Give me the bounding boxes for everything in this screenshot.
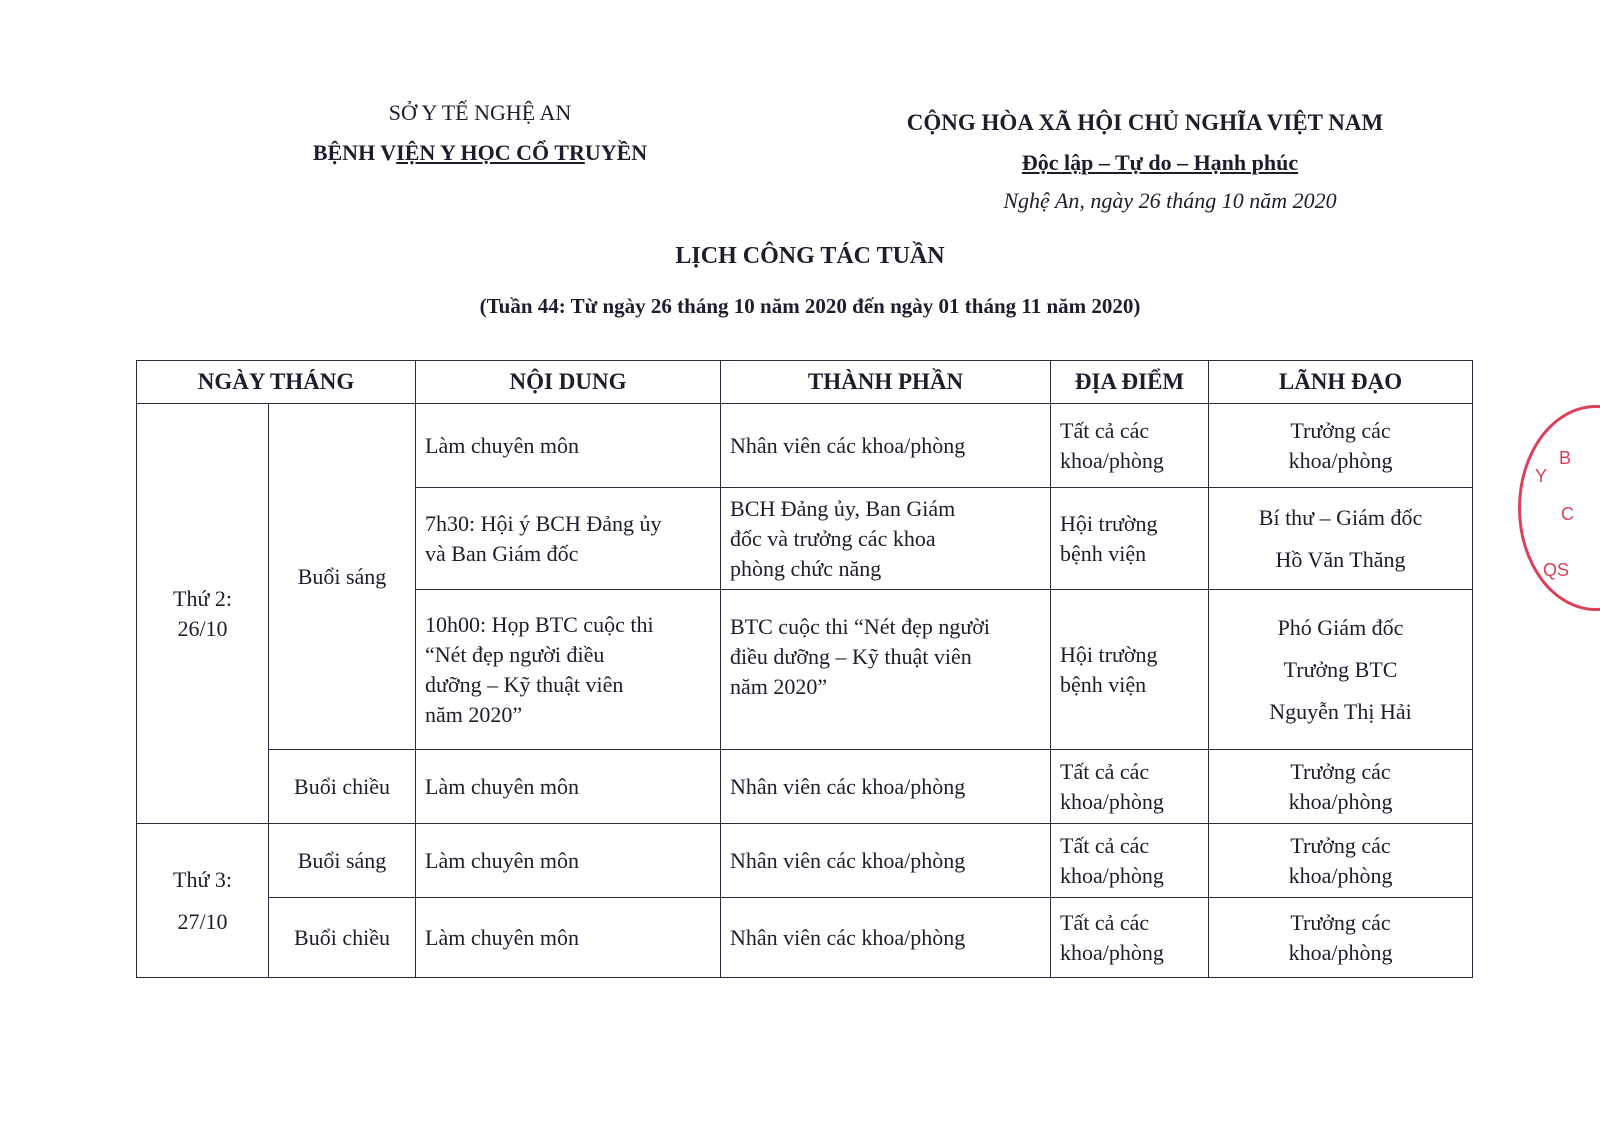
document-subtitle: (Tuần 44: Từ ngày 26 tháng 10 năm 2020 đến ngày 01 tháng 11 năm 2020) [479,294,1141,318]
session-label: Buổi chiều [269,898,416,978]
content-line: 10h00: Họp BTC cuộc thi [425,611,654,637]
leader-line: khoa/phòng [1288,939,1393,965]
location-line: khoa/phòng [1060,447,1164,473]
participants-line: BCH Đảng ủy, Ban Giám [730,495,956,521]
content-cell [416,590,721,750]
participants-cell: Nhân viên các khoa/phòng [721,750,1051,824]
location-line: khoa/phòng [1060,862,1164,888]
table-row [137,898,1473,978]
leader-cell [1209,404,1473,488]
leader-cell [1209,590,1473,750]
participants-cell [721,488,1051,590]
location-line: khoa/phòng [1060,788,1164,814]
content-cell [416,488,721,590]
header-participants: THÀNH PHẦN [721,361,1051,404]
day-name: Thứ 3: [173,866,232,892]
participants-cell: Nhân viên các khoa/phòng [721,898,1051,978]
table-row [137,404,1473,488]
hospital-name-prefix: BỆNH V [312,140,397,165]
content-line: và Ban Giám đốc [425,540,579,566]
participants-line: năm 2020” [730,674,828,699]
document-title: LỊCH CÔNG TÁC TUẦN [675,243,945,269]
leader-line: Trưởng BTC [1283,656,1398,682]
location-line: khoa/phòng [1060,939,1164,965]
leader-line: Trưởng các [1290,909,1391,935]
leader-cell [1209,750,1473,824]
participants-line: điều dưỡng – Kỹ thuật viên [730,644,972,669]
leader-line: Trưởng các [1290,758,1391,784]
leader-line: Phó Giám đốc [1277,614,1404,640]
location-line: Hội trường [1060,510,1158,536]
leader-cell [1209,898,1473,978]
content-line: năm 2020” [425,701,523,727]
session-label: Buổi sáng [269,824,416,898]
leader-line: Trưởng các [1290,832,1391,858]
department-name: SỞ Y TẾ NGHỆ AN [388,100,572,125]
day-name: Thứ 2: [173,585,232,611]
official-stamp [1518,405,1600,611]
content-cell: Làm chuyên môn [416,898,721,978]
location-cell [1051,404,1209,488]
session-label: Buổi chiều [269,750,416,824]
location-cell [1051,898,1209,978]
table-row [137,824,1473,898]
national-motto: Độc lập – Tự do – Hạnh phúc [1021,150,1299,175]
leader-line: khoa/phòng [1288,788,1393,814]
location-cell [1051,750,1209,824]
header-location: ĐỊA ĐIỂM [1051,361,1209,404]
location-line: bệnh viện [1060,540,1147,566]
location-line: Tất cả các [1060,832,1150,858]
table-header-row [137,361,1473,404]
day-date: 26/10 [177,615,228,641]
participants-line: phòng chức năng [730,555,882,581]
weekly-schedule-table [136,360,1473,978]
leader-line: Bí thư – Giám đốc [1258,504,1423,530]
place-date-line: Nghệ An, ngày 26 tháng 10 năm 2020 [1003,188,1337,213]
location-line: Tất cả các [1060,758,1150,784]
content-line: dưỡng – Kỹ thuật viên [425,671,624,697]
hospital-name-suffix: UYỀN [584,140,648,165]
table-row [137,750,1473,824]
day-cell [137,404,269,824]
participants-cell: Nhân viên các khoa/phòng [721,404,1051,488]
leader-line: khoa/phòng [1288,447,1393,473]
location-line: Tất cả các [1060,417,1150,443]
leader-cell [1209,824,1473,898]
stamp-glyph: B [1559,448,1572,468]
participants-cell: Nhân viên các khoa/phòng [721,824,1051,898]
content-line: 7h30: Hội ý BCH Đảng ủy [425,510,662,536]
location-cell [1051,488,1209,590]
leader-line: Hồ Văn Thăng [1275,546,1406,572]
leader-line: khoa/phòng [1288,862,1393,888]
stamp-glyph: QS [1543,560,1570,580]
content-cell: Làm chuyên môn [416,750,721,824]
leader-cell [1209,488,1473,590]
location-line: Tất cả các [1060,909,1150,935]
header-content: NỘI DUNG [416,361,721,404]
header-date: NGÀY THÁNG [137,361,416,404]
location-line: bệnh viện [1060,671,1147,697]
location-line: Hội trường [1060,641,1158,667]
content-cell: Làm chuyên môn [416,404,721,488]
day-date: 27/10 [177,908,228,934]
location-cell [1051,824,1209,898]
hospital-name-underlined: IỆN Y HỌC CỔ TR [396,140,585,165]
stamp-glyph: Y [1535,466,1548,486]
location-cell [1051,590,1209,750]
participants-cell [721,590,1051,750]
stamp-glyph: C [1561,504,1574,524]
nation-name: CỘNG HÒA XÃ HỘI CHỦ NGHĨA VIỆT NAM [906,110,1384,135]
leader-line: Nguyễn Thị Hải [1269,698,1412,724]
header-leader: LÃNH ĐẠO [1209,361,1473,404]
hospital-name [280,140,680,166]
leader-line: Trưởng các [1290,417,1391,443]
participants-line: đốc và trưởng các khoa [730,525,936,551]
day-cell [137,824,269,978]
content-line: “Nét đẹp người điều [425,641,605,667]
content-cell: Làm chuyên môn [416,824,721,898]
session-label: Buổi sáng [269,404,416,750]
participants-line: BTC cuộc thi “Nét đẹp người [730,614,991,639]
